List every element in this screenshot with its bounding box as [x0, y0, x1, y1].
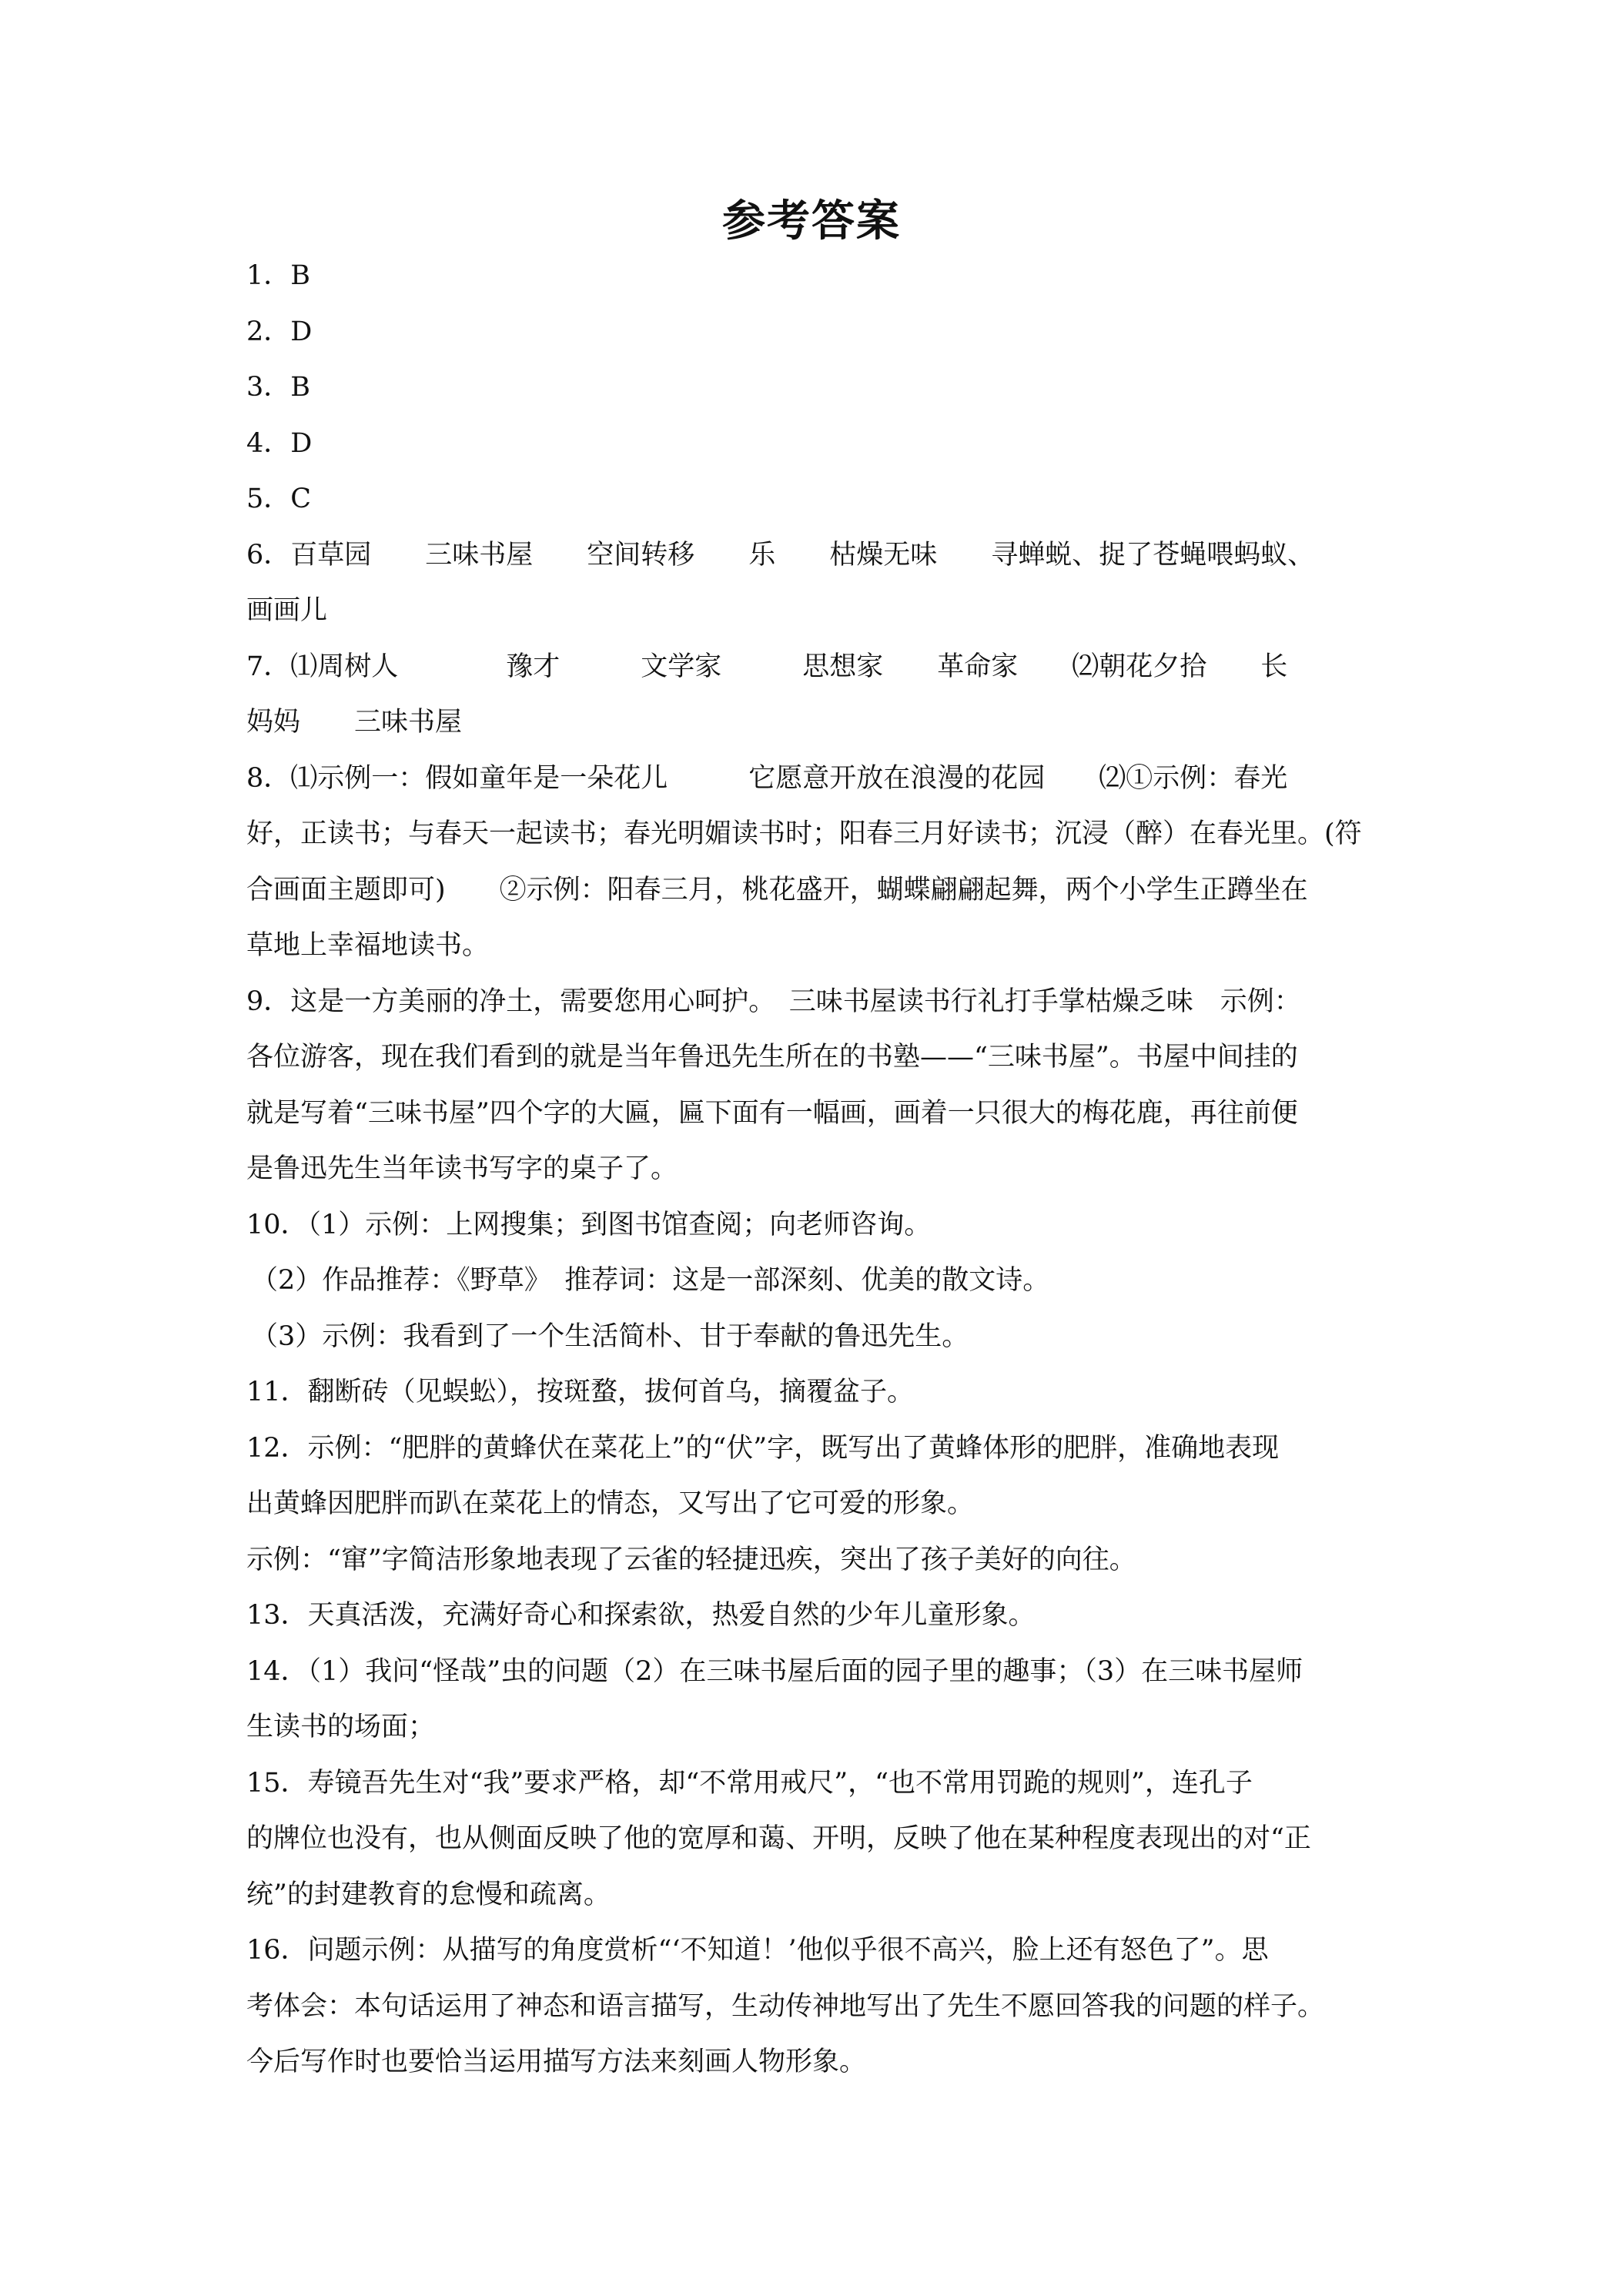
answer-line-11: 好，正读书；与春天一起读书；春光明媚读书时；阳春三月好读书；沉浸（醉）在春光里。(符: [246, 818, 1362, 849]
answer-line-21: 11．翻断砖（见蜈蚣），按斑蝥，拔何首乌，摘覆盆子。: [246, 1377, 915, 1407]
answer-line-30: 统”的封建教育的怠慢和疏离。: [246, 1879, 611, 1910]
answer-line-10: 8．⑴示例一：假如童年是一朵花儿 它愿意开放在浪漫的花园 ⑵①示例：春光: [246, 762, 1288, 794]
answer-line-25: 13．天真活泼，充满好奇心和探索欲，热爱自然的少年儿童形象。: [246, 1600, 1036, 1631]
answer-line-18: 10．（1）示例：上网搜集；到图书馆查阅；向老师咨询。: [246, 1209, 932, 1240]
answer-line-1: 1．B: [246, 260, 310, 291]
answer-line-16: 就是写着“三味书屋”四个字的大匾，匾下面有一幅画，画着一只很大的梅花鹿，再往前便: [246, 1097, 1298, 1129]
page-title: 参考答案: [722, 196, 901, 246]
answer-line-20: （3）示例：我看到了一个生活简朴、甘于奉献的鲁迅先生。: [251, 1320, 969, 1352]
answer-line-3: 3．B: [246, 372, 310, 403]
answer-line-7: 画画儿: [246, 595, 328, 626]
answer-line-22: 12．示例：“肥胖的黄蜂伏在菜花上”的“伏”字，既写出了黄蜂体形的肥胖，准确地表现: [246, 1432, 1280, 1464]
answer-line-14: 9．这是一方美丽的净土，需要您用心呵护。 三味书屋读书行礼打手掌枯燥乏味 示例：: [246, 986, 1301, 1017]
answer-line-29: 的牌位也没有，也从侧面反映了他的宽厚和蔼、开明，反映了他在某种程度表现出的对“正: [246, 1823, 1311, 1854]
answer-line-26: 14．（1）我问“怪哉”虫的问题（2）在三味书屋后面的园子里的趣事；（3）在三味书屋师: [246, 1655, 1303, 1687]
answer-line-13: 草地上幸福地读书。: [246, 930, 490, 961]
answer-line-32: 考体会：本句话运用了神态和语言描写，生动传神地写出了先生不愿回答我的问题的样子。: [246, 1990, 1325, 2022]
answer-line-24: 示例：“窜”字简洁形象地表现了云雀的轻捷迅疾，突出了孩子美好的向往。: [246, 1544, 1136, 1575]
answer-line-33: 今后写作时也要恰当运用描写方法来刻画人物形象。: [246, 2047, 867, 2077]
answer-line-8: 7．⑴周树人 豫才 文学家 思想家 革命家 ⑵朝花夕拾 长: [246, 651, 1288, 682]
answer-line-6: 6．百草园 三味书屋 空间转移 乐 枯燥无味 寻蝉蜕、捉了苍蝇喂蚂蚁、: [246, 539, 1315, 571]
answer-line-4: 4．D: [246, 427, 313, 459]
answer-line-9: 妈妈 三味书屋: [246, 707, 463, 738]
answer-line-12: 合画面主题即可) ②示例：阳春三月，桃花盛开，蝴蝶翩翩起舞，两个小学生正蹲坐在: [246, 874, 1308, 905]
answer-line-23: 出黄蜂因肥胖而趴在菜花上的情态，又写出了它可爱的形象。: [246, 1488, 975, 1519]
answer-line-15: 各位游客，现在我们看到的就是当年鲁迅先生所在的书塾——“三味书屋”。书屋中间挂的: [246, 1042, 1298, 1073]
answer-line-2: 2．D: [246, 316, 313, 347]
answer-content: [246, 248, 1386, 2090]
answer-line-5: 5．C: [246, 484, 312, 514]
answer-line-27: 生读书的场面；: [246, 1712, 436, 1742]
answer-line-28: 15．寿镜吾先生对“我”要求严格，却“不常用戒尺”，“也不常用罚跪的规则”，连孔子: [246, 1767, 1253, 1799]
answer-line-19: （2）作品推荐：《野草》 推荐词：这是一部深刻、优美的散文诗。: [251, 1265, 1050, 1296]
answer-line-17: 是鲁迅先生当年读书写字的桌子了。: [246, 1153, 678, 1184]
answer-line-31: 16．问题示例：从描写的角度赏析“‘不知道！’他似乎很不高兴，脸上还有怒色了”。思: [246, 1935, 1269, 1966]
